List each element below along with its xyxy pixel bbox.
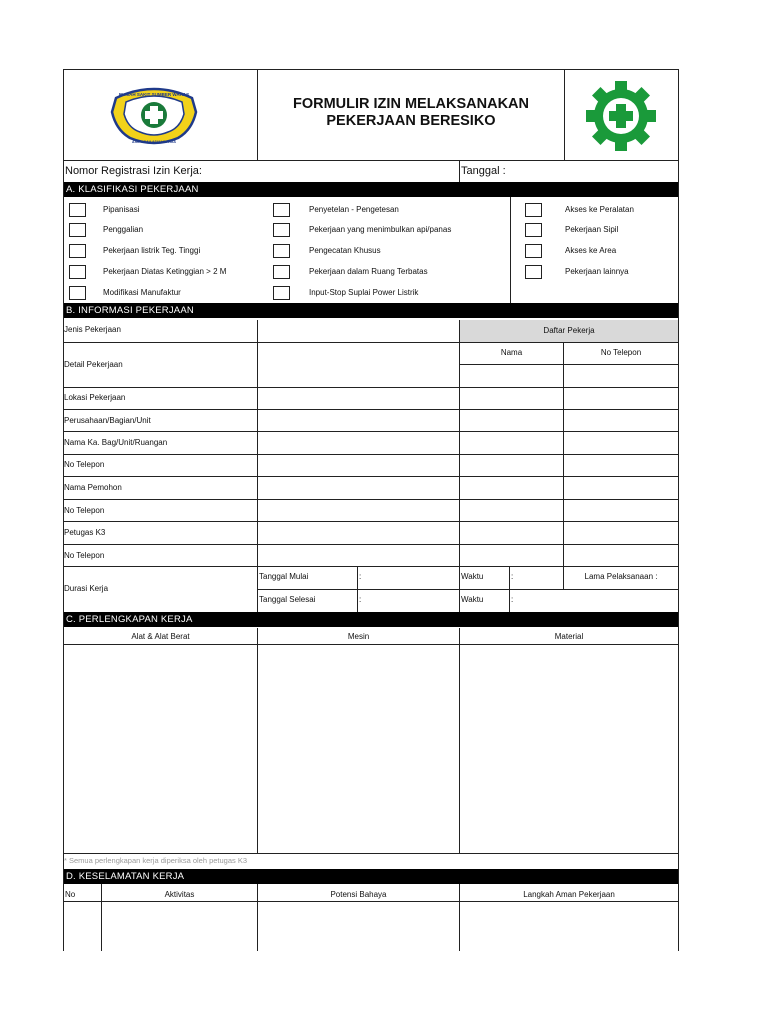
row-no-telepon-1: No Telepon [64, 460, 105, 469]
label-akses-area: Akses ke Area [565, 246, 617, 255]
logo-text-top: RUMAH SAKIT SUMBER WARAS [118, 92, 190, 97]
header-alat-berat: Alat & Alat Berat [131, 632, 190, 641]
header-langkah-aman: Langkah Aman Pekerjaan [523, 890, 615, 899]
row-nama-kabag: Nama Ka. Bag/Unit/Ruangan [64, 438, 168, 447]
header-mesin: Mesin [347, 632, 370, 641]
row-no-telepon-3: No Telepon [64, 551, 105, 560]
checkbox-akses-area[interactable] [525, 244, 542, 258]
label-pekerjaan-sipil: Pekerjaan Sipil [565, 225, 619, 234]
label-pekerjaan-lainnya: Pekerjaan lainnya [565, 267, 629, 276]
form-title-line1: FORMULIR IZIN MELAKSANAKAN [292, 96, 529, 112]
checkbox-suplai-power[interactable] [273, 286, 290, 300]
tanggal-label: Tanggal : [461, 165, 506, 177]
checkbox-penggalian[interactable] [69, 223, 86, 237]
waktu-colon-1: : [511, 572, 514, 581]
lama-pelaksanaan-label: Lama Pelaksanaan : [584, 572, 658, 581]
checkbox-ruang-terbatas[interactable] [273, 265, 290, 279]
label-listrik-tegangan-tinggi: Pekerjaan listrik Teg. Tinggi [103, 246, 201, 255]
tanggal-selesai-label: Tanggal Selesai [259, 595, 316, 604]
checkbox-pengecatan-khusus[interactable] [273, 244, 290, 258]
waktu-label-2: Waktu [461, 595, 484, 604]
checkbox-api-panas[interactable] [273, 223, 290, 237]
section-c-title: C. PERLENGKAPAN KERJA [64, 612, 678, 627]
section-d-title: D. KESELAMATAN KERJA [64, 869, 678, 884]
checkbox-pekerjaan-lainnya[interactable] [525, 265, 542, 279]
waktu-label-1: Waktu [461, 572, 484, 581]
checkbox-pipanisasi[interactable] [69, 203, 86, 217]
row-no-telepon-2: No Telepon [64, 506, 105, 515]
label-penggalian: Penggalian [103, 225, 144, 234]
checkbox-pekerjaan-sipil[interactable] [525, 223, 542, 237]
header-potensi-bahaya: Potensi Bahaya [330, 890, 387, 899]
no-telepon-header: No Telepon [600, 348, 642, 357]
row-durasi-kerja: Durasi Kerja [64, 584, 109, 593]
label-pipanisasi: Pipanisasi [103, 205, 140, 214]
label-diatas-ketinggian: Pekerjaan Diatas Ketinggian > 2 M [103, 267, 227, 276]
header-material: Material [554, 632, 584, 641]
section-b-title: B. INFORMASI PEKERJAAN [64, 303, 678, 318]
daftar-pekerja-header: Daftar Pekerja [543, 326, 595, 335]
label-api-panas: Pekerjaan yang menimbulkan api/panas [309, 225, 452, 234]
nama-header: Nama [500, 348, 523, 357]
tanggal-mulai-label: Tanggal Mulai [259, 572, 309, 581]
k3-gear-icon [584, 79, 658, 153]
label-pengecatan-khusus: Pengecatan Khusus [309, 246, 381, 255]
label-suplai-power: Input-Stop Suplai Power Listrik [309, 288, 419, 297]
form-title-line2: PEKERJAAN BERESIKO [326, 113, 496, 129]
nomor-registrasi-label: Nomor Registrasi Izin Kerja: [65, 165, 202, 177]
waktu-colon-2: : [511, 595, 514, 604]
hospital-logo [108, 82, 200, 148]
checkbox-modifikasi-manufaktur[interactable] [69, 286, 86, 300]
tanggal-mulai-colon: : [359, 572, 362, 581]
row-lokasi-pekerjaan: Lokasi Pekerjaan [64, 393, 126, 402]
tanggal-selesai-colon: : [359, 595, 362, 604]
form-title [258, 96, 564, 130]
section-a-title: A. KLASIFIKASI PEKERJAAN [64, 182, 678, 197]
row-petugas-k3: Petugas K3 [64, 528, 106, 537]
label-penyetelan-pengetesan: Penyetelan - Pengetesan [309, 205, 399, 214]
header-no: No [65, 890, 76, 899]
row-jenis-pekerjaan: Jenis Pekerjaan [64, 325, 121, 334]
logo-text-bottom: ASIH ASAH ASUH WARAS [132, 140, 176, 144]
label-modifikasi-manufaktur: Modifikasi Manufaktur [103, 288, 181, 297]
label-ruang-terbatas: Pekerjaan dalam Ruang Terbatas [309, 267, 428, 276]
checkbox-penyetelan-pengetesan[interactable] [273, 203, 290, 217]
checkbox-listrik-tegangan-tinggi[interactable] [69, 244, 86, 258]
checkbox-akses-peralatan[interactable] [525, 203, 542, 217]
checkbox-diatas-ketinggian[interactable] [69, 265, 86, 279]
row-nama-pemohon: Nama Pemohon [64, 483, 122, 492]
header-aktivitas: Aktivitas [164, 890, 195, 899]
perlengkapan-note: * Semua perlengkapan kerja diperiksa oleh petugas K3 [64, 856, 248, 865]
row-perusahaan: Perusahaan/Bagian/Unit [64, 416, 151, 425]
row-detail-pekerjaan: Detail Pekerjaan [64, 360, 123, 369]
label-akses-peralatan: Akses ke Peralatan [565, 205, 634, 214]
